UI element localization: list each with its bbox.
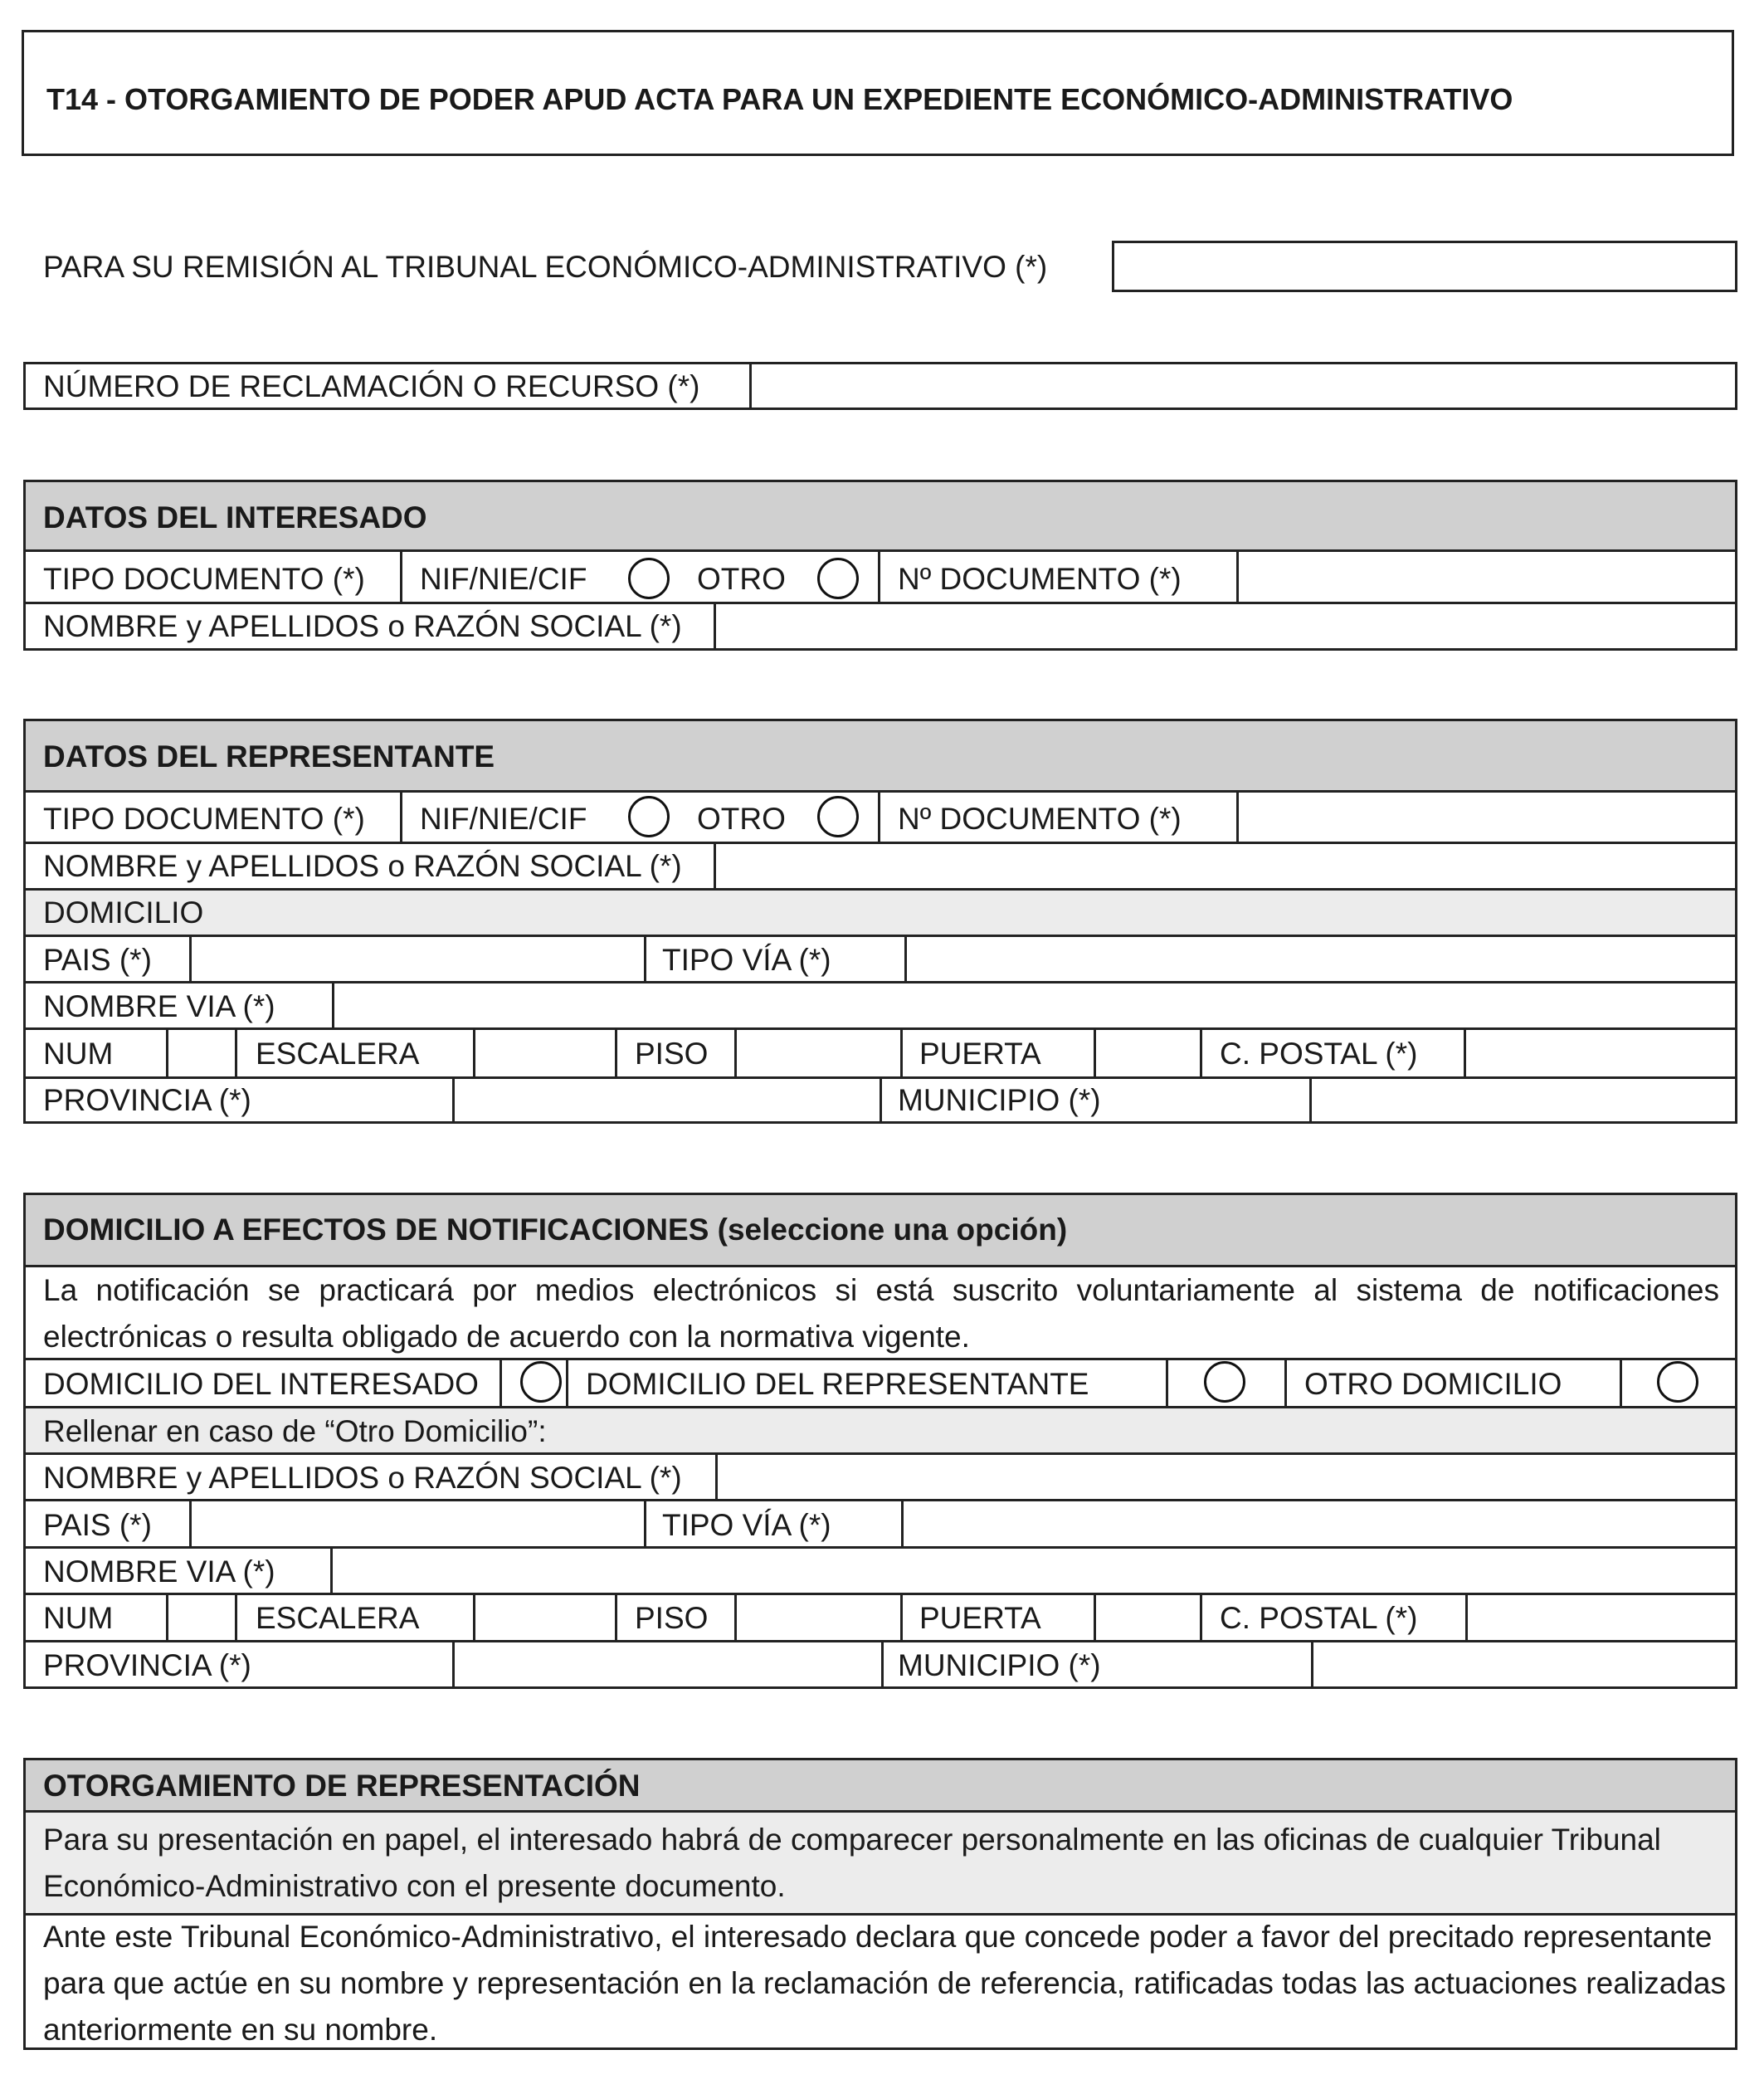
otro-pais-field[interactable]	[192, 1501, 644, 1546]
interesado-nif-label: NIF/NIE/CIF	[420, 562, 587, 596]
opt-otro-radio[interactable]	[1657, 1361, 1698, 1403]
representante-piso-field[interactable]	[737, 1030, 900, 1076]
opt-interesado-radio[interactable]	[520, 1361, 562, 1403]
interesado-ndoc-label: Nº DOCUMENTO (*)	[898, 562, 1182, 596]
representante-escalera-field[interactable]	[475, 1030, 615, 1076]
otro-num-field[interactable]	[168, 1595, 235, 1640]
otro-piso-label: PISO	[635, 1601, 709, 1635]
otro-nombre-field[interactable]	[718, 1455, 1735, 1499]
numero-label: NÚMERO DE RECLAMACIÓN O RECURSO (*)	[43, 369, 700, 403]
representante-puerta-field[interactable]	[1096, 1030, 1200, 1076]
interesado-ndoc-field[interactable]	[1239, 554, 1735, 602]
representante-num-field[interactable]	[168, 1030, 235, 1076]
otro-puerta-label: PUERTA	[919, 1601, 1041, 1635]
representante-nombre-label: NOMBRE y APELLIDOS o RAZÓN SOCIAL (*)	[43, 849, 682, 883]
otro-piso-field[interactable]	[737, 1595, 900, 1640]
representante-nif-label: NIF/NIE/CIF	[420, 802, 587, 836]
otro-tipovia-field[interactable]	[904, 1501, 1735, 1546]
representante-header: DATOS DEL REPRESENTANTE	[43, 739, 495, 774]
form-title: T14 - OTORGAMIENTO DE PODER APUD ACTA PARA UN EXPEDIENTE ECONÓMICO-ADMINISTRATIVO	[46, 82, 1513, 116]
otro-puerta-field[interactable]	[1096, 1595, 1200, 1640]
otro-nombre-label: NOMBRE y APELLIDOS o RAZÓN SOCIAL (*)	[43, 1461, 682, 1495]
representante-ndoc-label: Nº DOCUMENTO (*)	[898, 802, 1182, 836]
representante-pais-label: PAIS (*)	[43, 943, 152, 977]
notificaciones-header: DOMICILIO A EFECTOS DE NOTIFICACIONES (seleccione una opción)	[43, 1213, 1068, 1247]
representante-piso-label: PISO	[635, 1037, 709, 1071]
representante-nif-radio[interactable]	[628, 796, 670, 837]
otro-escalera-label: ESCALERA	[256, 1601, 420, 1635]
representante-cpostal-field[interactable]	[1466, 1030, 1735, 1076]
numero-field[interactable]	[749, 362, 1737, 410]
otro-cpostal-field[interactable]	[1468, 1595, 1735, 1640]
rellenar-label: Rellenar en caso de “Otro Domicilio”:	[43, 1414, 547, 1448]
otro-cpostal-label: C. POSTAL (*)	[1220, 1601, 1418, 1635]
opt-representante-radio[interactable]	[1204, 1361, 1245, 1403]
representante-pais-field[interactable]	[192, 937, 644, 981]
representante-provincia-label: PROVINCIA (*)	[43, 1083, 251, 1117]
interesado-header: DATOS DEL INTERESADO	[43, 500, 427, 534]
interesado-nombre-label: NOMBRE y APELLIDOS o RAZÓN SOCIAL (*)	[43, 609, 682, 643]
representante-cpostal-label: C. POSTAL (*)	[1220, 1037, 1418, 1071]
otro-escalera-field[interactable]	[475, 1595, 615, 1640]
opt-representante-label: DOMICILIO DEL REPRESENTANTE	[586, 1367, 1089, 1401]
otro-provincia-label: PROVINCIA (*)	[43, 1648, 251, 1682]
representante-tipovia-field[interactable]	[907, 937, 1735, 981]
otorgamiento-header: OTORGAMIENTO DE REPRESENTACIÓN	[43, 1769, 641, 1803]
representante-municipio-label: MUNICIPIO (*)	[898, 1083, 1101, 1117]
interesado-otro-label: OTRO	[697, 562, 786, 596]
representante-nombrevia-field[interactable]	[334, 983, 1735, 1027]
opt-interesado-label: DOMICILIO DEL INTERESADO	[43, 1367, 479, 1401]
representante-nombre-field[interactable]	[716, 844, 1735, 888]
representante-domicilio-label: DOMICILIO	[43, 896, 204, 930]
otro-nombrevia-label: NOMBRE VIA (*)	[43, 1554, 275, 1589]
notificaciones-text: La notificación se practicará por medios electrónicos si está suscrito voluntariamente al sistema de notificaciones electrónicas o resulta obligado de acuerdo con la normativa vigente.	[43, 1273, 1719, 1354]
otro-nombrevia-field[interactable]	[333, 1549, 1735, 1593]
representante-escalera-label: ESCALERA	[256, 1037, 420, 1071]
representante-tipovia-label: TIPO VÍA (*)	[662, 943, 831, 977]
interesado-nif-radio[interactable]	[628, 558, 670, 599]
otorgamiento-text1: Para su presentación en papel, el interesado habrá de comparecer personalmente en las oficinas de cualquier Tribunal Económico-Administrativo con el presente documento.	[43, 1823, 1661, 1903]
otro-municipio-label: MUNICIPIO (*)	[898, 1648, 1101, 1682]
tribunal-label: PARA SU REMISIÓN AL TRIBUNAL ECONÓMICO-ADMINISTRATIVO (*)	[43, 250, 1048, 284]
otro-provincia-field[interactable]	[455, 1642, 881, 1689]
representante-provincia-field[interactable]	[455, 1079, 880, 1124]
representante-puerta-label: PUERTA	[919, 1037, 1041, 1071]
representante-otro-label: OTRO	[697, 802, 786, 836]
otro-pais-label: PAIS (*)	[43, 1508, 152, 1542]
otro-municipio-field[interactable]	[1313, 1642, 1735, 1689]
opt-otro-label: OTRO DOMICILIO	[1304, 1367, 1562, 1401]
representante-tipo-label: TIPO DOCUMENTO (*)	[43, 802, 365, 836]
interesado-nombre-field[interactable]	[716, 604, 1735, 648]
representante-num-label: NUM	[43, 1037, 114, 1071]
otro-tipovia-label: TIPO VÍA (*)	[662, 1508, 831, 1542]
representante-otro-radio[interactable]	[817, 796, 859, 837]
interesado-otro-radio[interactable]	[817, 558, 859, 599]
otorgamiento-text2: Ante este Tribunal Económico-Administrativo, el interesado declara que concede poder a favor del precitado representante para que actúe en su nombre y representación en la reclamación de referencia, ratificadas todas las actuaciones realizadas anteriormente en su nombre.	[43, 1920, 1726, 2047]
representante-ndoc-field[interactable]	[1239, 795, 1735, 842]
otro-num-label: NUM	[43, 1601, 114, 1635]
representante-nombrevia-label: NOMBRE VIA (*)	[43, 989, 275, 1023]
interesado-tipo-label: TIPO DOCUMENTO (*)	[43, 562, 365, 596]
representante-municipio-field[interactable]	[1312, 1079, 1735, 1124]
tribunal-field[interactable]	[1112, 241, 1737, 292]
